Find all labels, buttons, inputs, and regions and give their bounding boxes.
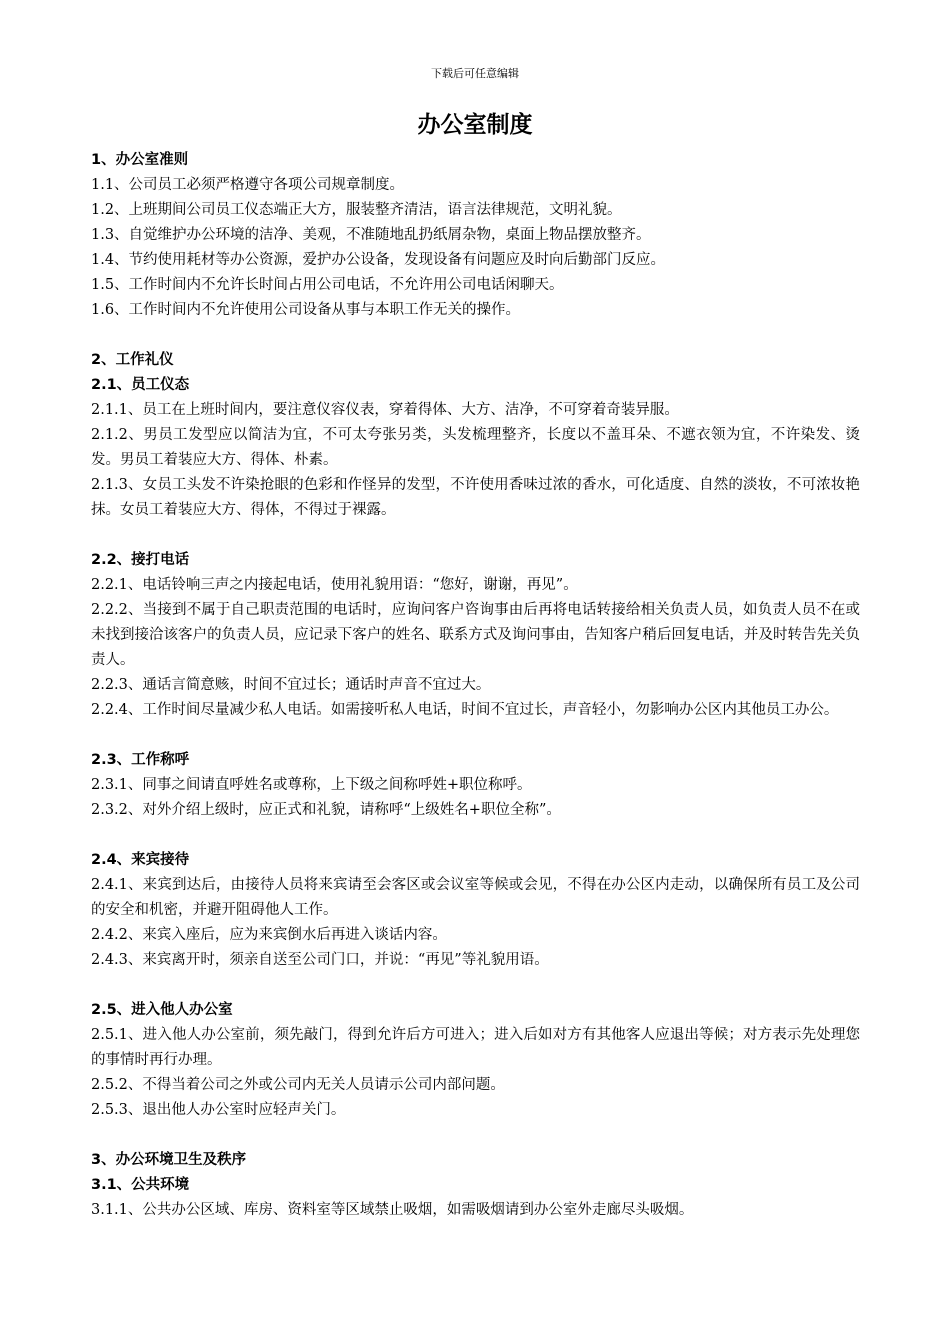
paragraph: 2.5.1、进入他人办公室前，须先敲门，得到允许后方可进入；进入后如对方有其他客人应退出等候；对方表示先处理您的事情时再行办理。 bbox=[91, 1027, 860, 1068]
spacer bbox=[91, 523, 860, 548]
subsection-heading: 2.4、来宾接待 bbox=[91, 852, 190, 868]
paragraph: 2.1.3、女员工头发不许染抢眼的色彩和作怪异的发型，不许使用香味过浓的香水，可化适度、自然的淡妆，不可浓妆艳抹。女员工着装应大方、得体，不得过于裸露。 bbox=[91, 477, 860, 518]
section-heading: 2、工作礼仪 bbox=[91, 352, 174, 368]
subsection-heading: 2.2、接打电话 bbox=[91, 552, 190, 568]
header-note: 下载后可任意编辑 bbox=[431, 67, 519, 80]
paragraph: 1.6、工作时间内不允许使用公司设备从事与本职工作无关的操作。 bbox=[91, 302, 521, 318]
paragraph: 2.1.2、男员工发型应以简洁为宜，不可太夸张另类，头发梳理整齐，长度以不盖耳朵、不遮衣领为宜，不许染发、烫发。男员工着装应大方、得体、朴素。 bbox=[91, 427, 860, 468]
paragraph: 2.2.1、电话铃响三声之内接起电话，使用礼貌用语：“您好，谢谢，再见”。 bbox=[91, 577, 578, 593]
paragraph: 1.3、自觉维护办公环境的洁净、美观，不准随地乱扔纸屑杂物，桌面上物品摆放整齐。 bbox=[91, 227, 651, 243]
spacer bbox=[91, 973, 860, 998]
spacer bbox=[91, 723, 860, 748]
paragraph: 2.3.1、同事之间请直呼姓名或尊称，上下级之间称呼姓+职位称呼。 bbox=[91, 777, 532, 793]
paragraph: 1.2、上班期间公司员工仪态端正大方，服装整齐清洁，语言法律规范，文明礼貌。 bbox=[91, 202, 622, 218]
section-heading: 3、办公环境卫生及秩序 bbox=[91, 1152, 247, 1168]
spacer bbox=[91, 323, 860, 348]
paragraph: 1.4、节约使用耗材等办公资源，爱护办公设备，发现设备有问题应及时向后勤部门反应。 bbox=[91, 252, 666, 268]
paragraph: 2.5.2、不得当着公司之外或公司内无关人员请示公司内部问题。 bbox=[91, 1077, 505, 1093]
paragraph: 2.4.3、来宾离开时，须亲自送至公司门口，并说：“再见”等礼貌用语。 bbox=[91, 952, 549, 968]
paragraph: 2.1.1、员工在上班时间内，要注意仪容仪表，穿着得体、大方、洁净，不可穿着奇装异服。 bbox=[91, 402, 679, 418]
document-body bbox=[91, 148, 860, 1223]
paragraph: 2.3.2、对外介绍上级时，应正式和礼貌，请称呼“上级姓名+职位全称”。 bbox=[91, 802, 561, 818]
paragraph: 1.1、公司员工必须严格遵守各项公司规章制度。 bbox=[91, 177, 405, 193]
spacer bbox=[91, 1123, 860, 1148]
paragraph: 2.4.1、来宾到达后，由接待人员将来宾请至会客区或会议室等候或会见，不得在办公区内走动，以确保所有员工及公司的安全和机密，并避开阻碍他人工作。 bbox=[91, 877, 860, 918]
section-heading: 1、办公室准则 bbox=[91, 152, 189, 168]
paragraph: 1.5、工作时间内不允许长时间占用公司电话，不允许用公司电话闲聊天。 bbox=[91, 277, 564, 293]
subsection-heading: 2.1、员工仪态 bbox=[91, 377, 190, 393]
paragraph: 2.2.4、工作时间尽量减少私人电话。如需接听私人电话，时间不宜过长，声音轻小，勿影响办公区内其他员工办公。 bbox=[91, 702, 839, 718]
subsection-heading: 2.3、工作称呼 bbox=[91, 752, 190, 768]
spacer bbox=[91, 823, 860, 848]
paragraph: 2.4.2、来宾入座后，应为来宾倒水后再进入谈话内容。 bbox=[91, 927, 447, 943]
paragraph: 2.2.3、通话言简意赅，时间不宜过长；通话时声音不宜过大。 bbox=[91, 677, 491, 693]
paragraph: 2.2.2、当接到不属于自己职责范围的电话时，应询问客户咨询事由后再将电话转接给相关负责人员，如负责人员不在或未找到接洽该客户的负责人员，应记录下客户的姓名、联系方式及询问事由，告知客户稍后回复电话，并及时转告先关负责人。 bbox=[91, 602, 860, 668]
subsection-heading: 3.1、公共环境 bbox=[91, 1177, 190, 1193]
paragraph: 3.1.1、公共办公区域、库房、资料室等区域禁止吸烟，如需吸烟请到办公室外走廊尽头吸烟。 bbox=[91, 1202, 694, 1218]
subsection-heading: 2.5、进入他人办公室 bbox=[91, 1002, 233, 1018]
paragraph: 2.5.3、退出他人办公室时应轻声关门。 bbox=[91, 1102, 346, 1118]
document-title: 办公室制度 bbox=[417, 111, 533, 138]
